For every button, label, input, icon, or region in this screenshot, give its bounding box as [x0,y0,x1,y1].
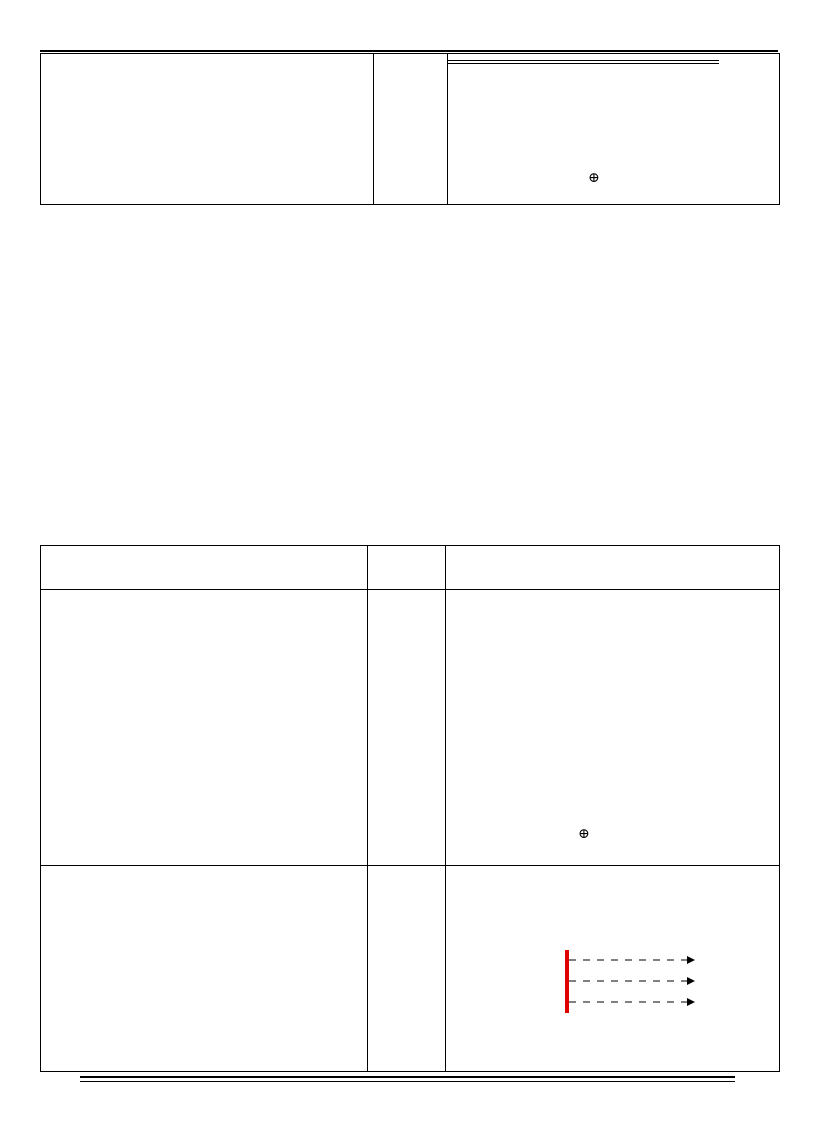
run-arrows [545,950,705,1016]
arrow-head-3 [687,998,695,1006]
header-rule [40,50,778,52]
arrow-head-2 [687,977,695,985]
footer-rule-2 [80,1081,735,1082]
top-table [40,53,780,205]
top-gv-icon: ⊕ [588,171,600,186]
arrow-head-1 [687,956,695,964]
main-gv-icon: ⊕ [578,827,590,842]
footer-rule-1 [80,1076,735,1078]
